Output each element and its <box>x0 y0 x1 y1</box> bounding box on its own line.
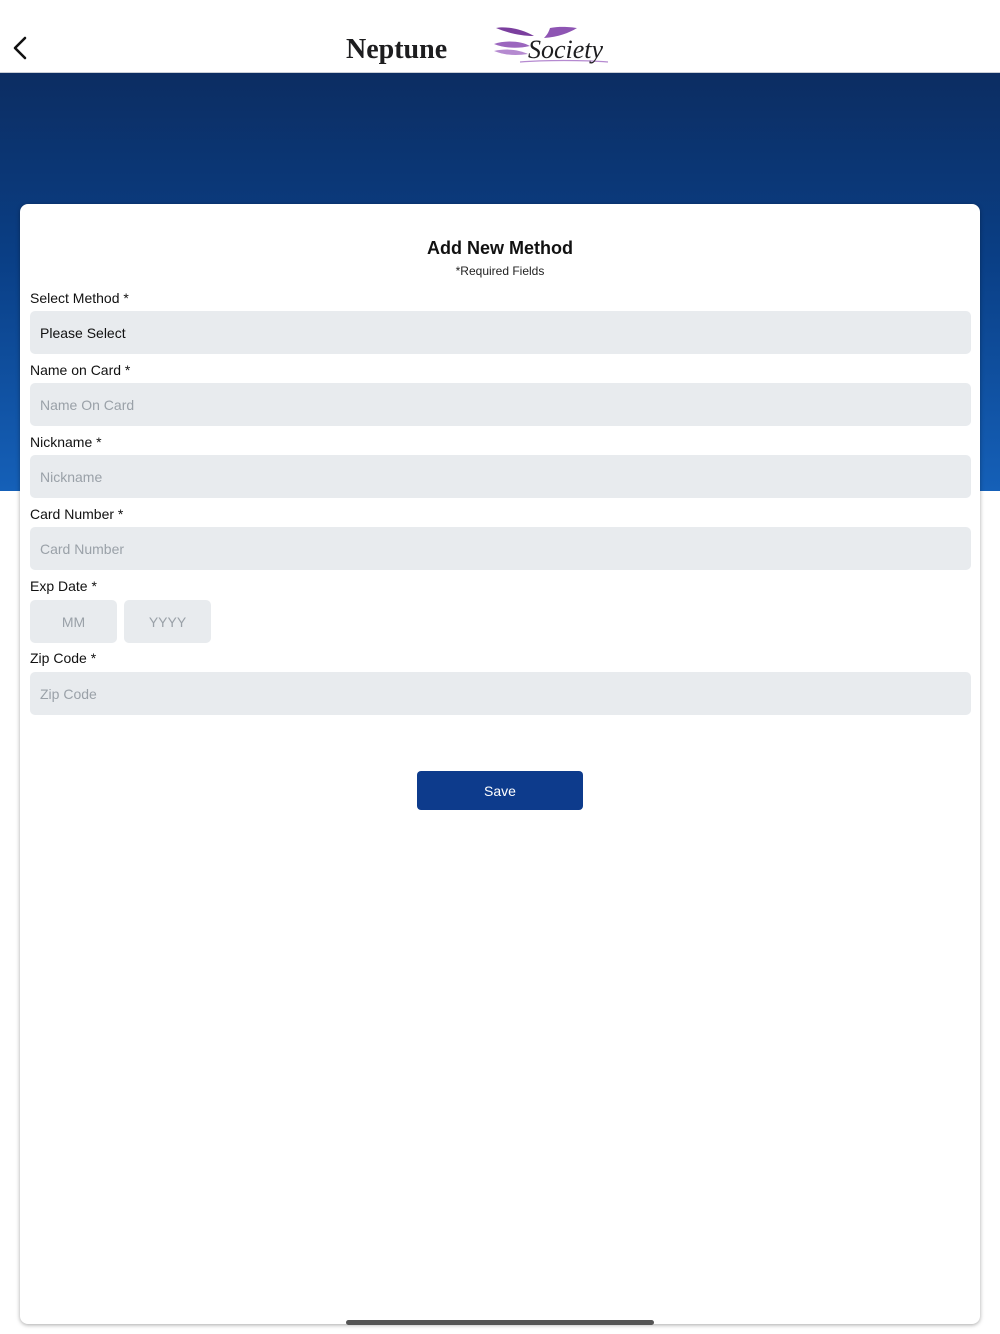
select-method-value: Please Select <box>40 324 126 341</box>
exp-date-label: Exp Date * <box>30 578 97 594</box>
select-method-dropdown[interactable] <box>30 311 971 354</box>
save-button[interactable]: Save <box>417 771 583 810</box>
exp-month-input[interactable] <box>30 600 117 643</box>
card-number-input[interactable] <box>30 527 971 570</box>
exp-year-input[interactable] <box>124 600 211 643</box>
top-navigation-bar <box>0 0 1000 73</box>
zip-code-input[interactable] <box>30 672 971 715</box>
logo-word-society: Society <box>528 35 604 64</box>
logo-word-neptune: Neptune <box>346 34 448 65</box>
home-indicator <box>346 1320 654 1325</box>
required-fields-note: *Required Fields <box>455 264 545 278</box>
name-on-card-label: Name on Card * <box>30 362 131 378</box>
card-number-label: Card Number * <box>30 506 124 522</box>
chevron-left-icon <box>12 36 28 60</box>
nickname-input[interactable] <box>30 455 971 498</box>
zip-code-label: Zip Code * <box>30 650 97 666</box>
back-button[interactable] <box>6 30 34 66</box>
select-method-label: Select Method * <box>30 290 129 306</box>
name-on-card-input[interactable] <box>30 383 971 426</box>
add-method-card <box>20 204 980 1324</box>
nickname-label: Nickname * <box>30 434 102 450</box>
page-title: Add New Method <box>427 238 573 258</box>
neptune-society-logo <box>344 24 654 68</box>
